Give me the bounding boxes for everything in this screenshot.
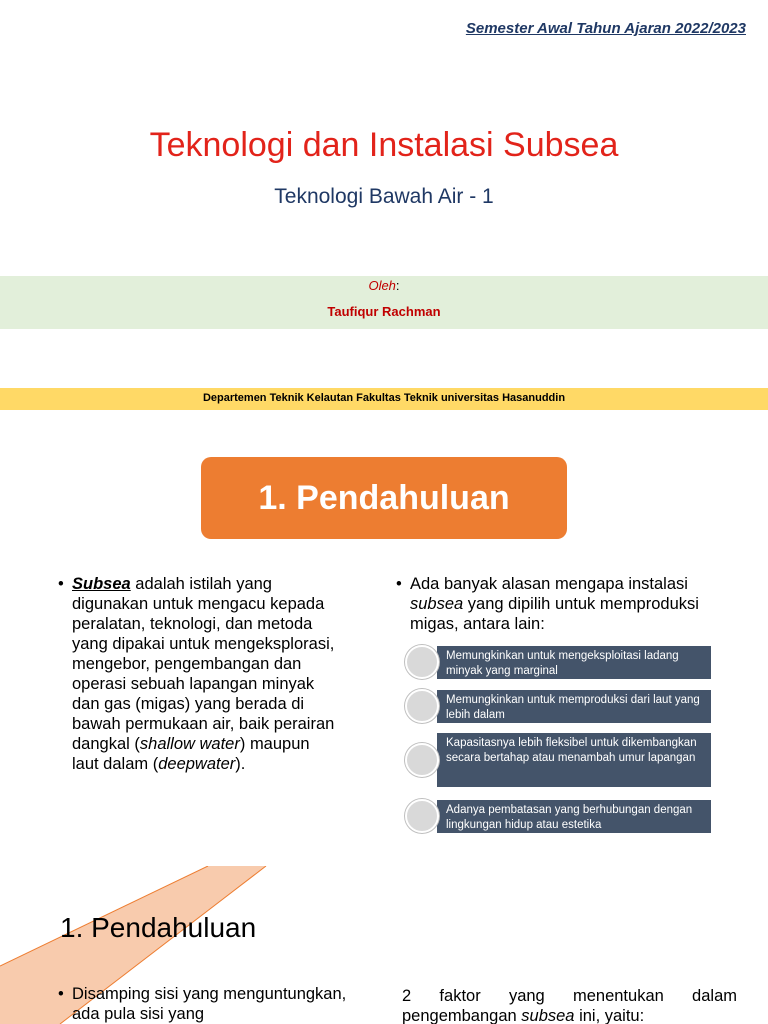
advantages-text (58, 984, 378, 1024)
definition-italic-b: deepwater (158, 755, 236, 773)
reasons-bullet (396, 574, 716, 634)
author-name: Taufiqur Rachman (327, 304, 441, 319)
reason-circle-icon (405, 645, 439, 679)
definition-text-b: ) maupun laut dalam ( (72, 735, 310, 773)
bullet-dot: • (396, 575, 402, 593)
definition-text-a: adalah istilah yang digunakan untuk mengacu kepada peralatan, teknologi, dan metoda yang dipakai untuk mengeksplorasi, mengebor, pengembangan dan operasi sebuah lapangan minyak dan gas (migas) yang berada di bawah permukaan air, baik perairan dangkal ( (72, 575, 335, 753)
factors-text-b: ini, yaitu: (574, 1007, 645, 1024)
reason-item (405, 733, 711, 787)
reason-circle-icon (405, 743, 439, 777)
reason-text: Kapasitasnya lebih fleksibel untuk dikembangkan secara bertahap atau menambah umur lapangan (437, 733, 711, 787)
title-slide (0, 0, 768, 430)
bullet-dot: • (58, 985, 64, 1003)
reasons-text-b: yang dipilih untuk memproduksi migas, antara lain: (410, 595, 699, 633)
definition-italic-a: shallow water (139, 735, 240, 753)
oleh-label (0, 278, 768, 293)
section-title: 1. Pendahuluan (60, 912, 257, 943)
factors-text (402, 986, 737, 1024)
presentation-title: Teknologi dan Instalasi Subsea (149, 126, 619, 164)
subsea-definition (58, 574, 340, 774)
intro-slide (0, 440, 768, 860)
reason-circle-icon (405, 689, 439, 723)
reasons-italic: subsea (410, 595, 464, 613)
reason-text: Adanya pembatasan yang berhubungan dengan lingkungan hidup atau estetika (437, 800, 711, 833)
subsea-term: Subsea (72, 575, 131, 593)
reason-item (405, 689, 711, 723)
intro-slide-continued (0, 866, 768, 1024)
reasons-intro (396, 574, 716, 634)
advantages-bullet (58, 984, 378, 1024)
definition-bullet (58, 574, 340, 774)
reasons-text-a: Ada banyak alasan mengapa instalasi (410, 575, 688, 593)
bullet-dot: • (58, 575, 64, 593)
advantages-body: Disamping sisi yang menguntungkan, ada pula sisi yang (72, 985, 347, 1023)
reason-text: Memungkinkan untuk memproduksi dari laut yang lebih dalam (437, 690, 711, 723)
semester-label: Semester Awal Tahun Ajaran 2022/2023 (465, 20, 746, 37)
section-heading: 1. Pendahuluan (201, 457, 567, 539)
reason-item (405, 645, 711, 679)
factors-italic: subsea (521, 1007, 575, 1024)
factors-text-a: 2 faktor yang menentukan dalam pengembangan (402, 987, 737, 1024)
reason-text: Memungkinkan untuk mengeksploitasi ladang minyak yang marginal (437, 646, 711, 679)
oleh-colon: : (395, 278, 400, 293)
reason-item (405, 799, 711, 833)
presentation-subtitle: Teknologi Bawah Air - 1 (274, 185, 494, 208)
definition-text-c: ). (235, 755, 246, 773)
oleh-text: Oleh (368, 278, 396, 293)
department-label: Departemen Teknik Kelautan Fakultas Teknik universitas Hasanuddin (202, 392, 566, 404)
reason-circle-icon (405, 799, 439, 833)
